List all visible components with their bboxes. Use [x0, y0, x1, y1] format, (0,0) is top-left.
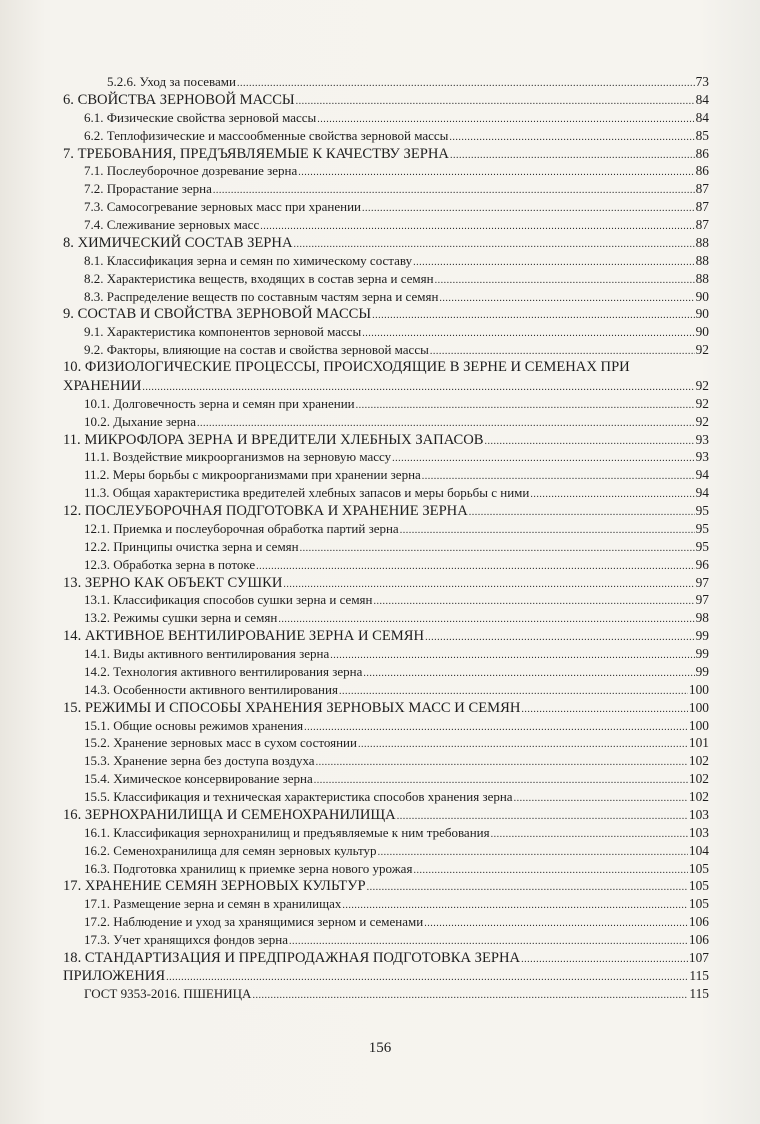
toc-entry-title: 15.2. Хранение зерновых масс в сухом состоянии: [84, 735, 357, 751]
toc-entry-page: 100: [688, 717, 709, 733]
toc-entry: [63, 109, 709, 127]
toc-entry-title: ХРАНЕНИИ: [63, 377, 142, 394]
dot-leader: [367, 879, 688, 897]
toc-entry: [63, 877, 709, 895]
toc-entry: [63, 985, 709, 1003]
toc-entry-page: 90: [695, 306, 709, 322]
toc-entry: [63, 895, 709, 913]
dot-leader: [237, 75, 695, 93]
toc-entry-page: 90: [695, 324, 709, 340]
toc-entry: [63, 627, 709, 645]
toc-entry: [63, 842, 709, 860]
toc-entry: [63, 591, 709, 609]
toc-entry-title: 7. ТРЕБОВАНИЯ, ПРЕДЪЯВЛЯЕМЫЕ К КАЧЕСТВУ ЗЕРНА: [63, 145, 449, 162]
toc-entry-page: 85: [695, 127, 709, 143]
toc-entry-title: 9.1. Характеристика компонентов зерновой массы: [84, 324, 362, 340]
toc-entry-page: 115: [689, 985, 709, 1001]
toc-entry-page: 105: [688, 896, 709, 912]
toc-entry: [63, 717, 709, 735]
toc-entry: [63, 270, 709, 288]
dot-leader: [289, 933, 688, 951]
toc-entry-title: 17.2. Наблюдение и уход за хранящимися зерном и семенами: [84, 914, 424, 930]
dot-leader: [252, 987, 688, 1005]
toc-entry-title: 10.2. Дыхание зерна: [84, 413, 197, 429]
toc-entry-page: 99: [695, 663, 709, 679]
toc-entry-title: 8. ХИМИЧЕСКИЙ СОСТАВ ЗЕРНА: [63, 234, 293, 251]
toc-entry-title: 5.2.6. Уход за посевами: [107, 74, 236, 89]
dot-leader: [296, 93, 695, 111]
dot-leader: [362, 200, 695, 218]
toc-entry-title: 10. ФИЗИОЛОГИЧЕСКИЕ ПРОЦЕССЫ, ПРОИСХОДЯЩИЕ В ЗЕРНЕ И СЕМЕНАХ ПРИ: [63, 359, 630, 375]
toc-entry: [63, 931, 709, 949]
toc-entry: [63, 288, 709, 306]
dot-leader: [256, 558, 694, 576]
dot-leader: [413, 862, 687, 880]
toc-entry: [63, 162, 709, 180]
toc-entry-title: 15.1. Общие основы режимов хранения: [84, 717, 304, 733]
toc-entry: [63, 252, 709, 270]
toc-entry-page: 97: [695, 592, 709, 608]
toc-entry-title: 13.1. Классификация способов сушки зерна и семян: [84, 592, 373, 608]
toc-entry-title: 17.3. Учет хранящихся фондов зерна: [84, 932, 289, 947]
toc-entry: [63, 323, 709, 341]
toc-entry-title: 15.3. Хранение зерна без доступа воздуха: [84, 753, 315, 769]
toc-entry: [63, 216, 709, 234]
toc-entry-title: 17.1. Размещение зерна и семян в хранилищах: [84, 896, 342, 912]
toc-entry-page: 94: [695, 467, 709, 483]
toc-entry-title: 11.2. Меры борьбы с микроорганизмами при хранении зерна: [84, 467, 421, 483]
toc-entry-title: 16. ЗЕРНОХРАНИЛИЩА И СЕМЕНОХРАНИЛИЩА: [63, 806, 396, 823]
toc-entry: [63, 466, 709, 484]
toc-entry: [63, 127, 709, 145]
dot-leader: [260, 218, 694, 236]
toc-entry-title: 10.1. Долговечность зерна и семян при хранении: [84, 395, 355, 411]
toc-entry: [63, 574, 709, 592]
dot-leader: [358, 736, 688, 754]
toc-entry-page: 87: [695, 199, 709, 215]
dot-leader: [378, 844, 688, 862]
toc-entry-title: 14.2. Технология активного вентилирования зерна: [84, 663, 363, 679]
toc-entry: [63, 788, 709, 806]
toc-entry-page: 92: [695, 395, 709, 411]
toc-entry-title: 17. ХРАНЕНИЕ СЕМЯН ЗЕРНОВЫХ КУЛЬТУР: [63, 878, 366, 895]
dot-leader: [363, 665, 694, 683]
toc-entry-page: 99: [695, 646, 709, 661]
dot-leader: [425, 629, 695, 647]
toc-entry-page: 93: [695, 431, 709, 447]
toc-entry-title: 18. СТАНДАРТИЗАЦИЯ И ПРЕДПРОДАЖНАЯ ПОДГОТОВКА ЗЕРНА: [63, 949, 521, 966]
toc-entry: [63, 448, 709, 466]
toc-entry: [63, 860, 709, 878]
toc-entry-page: 105: [688, 878, 709, 894]
toc-entry-page: 102: [688, 753, 709, 769]
toc-entry: [63, 359, 709, 377]
toc-entry: [63, 770, 709, 788]
toc-entry-title: 8.2. Характеристика веществ, входящих в состав зерна и семян: [84, 270, 434, 286]
toc-entry-page: 86: [695, 163, 709, 179]
toc-entry: [63, 145, 709, 163]
dot-leader: [521, 951, 688, 969]
toc-entry: [63, 377, 709, 395]
toc-entry: [63, 824, 709, 842]
toc-entry: [63, 91, 709, 109]
dot-leader: [424, 915, 688, 933]
toc-entry-title: 14.1. Виды активного вентилирования зерна: [84, 646, 330, 661]
toc-entry-page: 73: [695, 74, 709, 89]
dot-leader: [278, 611, 694, 629]
toc-entry: [63, 699, 709, 717]
dot-leader: [339, 683, 688, 701]
dot-leader: [300, 540, 695, 558]
toc-entry-page: 90: [695, 288, 709, 304]
toc-entry: [63, 520, 709, 538]
toc-entry: [63, 913, 709, 931]
toc-entry-title: 16.1. Классификация зернохранилищ и предъявляемые к ним требования: [84, 824, 490, 840]
toc-entry-page: 98: [695, 610, 709, 626]
toc-entry-title: 13. ЗЕРНО КАК ОБЪЕКТ СУШКИ: [63, 574, 283, 591]
toc-entry-page: 93: [695, 449, 709, 465]
toc-entry-page: 101: [688, 735, 709, 751]
toc-entry-title: 12. ПОСЛЕУБОРОЧНАЯ ПОДГОТОВКА И ХРАНЕНИЕ ЗЕРНА: [63, 503, 468, 519]
toc-entry: [63, 967, 709, 985]
toc-entry-title: 7.2. Прорастание зерна: [84, 181, 212, 197]
toc-entry-page: 88: [695, 252, 709, 268]
toc-entry: [63, 806, 709, 824]
toc-entry-title: 11.1. Воздействие микроорганизмов на зерновую массу: [84, 449, 392, 465]
toc-entry: [63, 341, 709, 359]
toc-entry-title: 12.3. Обработка зерна в потоке: [84, 556, 256, 572]
toc-entry-page: 92: [695, 377, 709, 393]
toc-entry-title: 12.1. Приемка и послеуборочная обработка партий зерна: [84, 520, 399, 536]
toc-entry-page: 86: [695, 145, 709, 161]
toc-entry-page: 100: [688, 699, 709, 715]
toc-entry-title: 7.3. Самосогревание зерновых масс при хранении: [84, 199, 361, 215]
toc-entry-page: 115: [689, 967, 709, 983]
toc-entry: [63, 949, 709, 967]
toc-entry-page: 92: [695, 413, 709, 429]
toc-entry-title: 16.3. Подготовка хранилищ к приемке зерна нового урожая: [84, 860, 413, 876]
table-of-contents: [63, 73, 709, 1003]
toc-entry-title: 16.2. Семенохранилища для семян зерновых культур: [84, 842, 377, 858]
toc-entry-title: 14.3. Особенности активного вентилирования: [84, 681, 338, 697]
dot-leader: [491, 826, 688, 844]
toc-entry-title: 11. МИКРОФЛОРА ЗЕРНА И ВРЕДИТЕЛИ ХЛЕБНЫХ ЗАПАСОВ: [63, 431, 484, 448]
toc-entry-page: 103: [688, 824, 709, 840]
dot-leader: [413, 254, 695, 272]
toc-entry-title: ПРИЛОЖЕНИЯ: [63, 967, 166, 984]
toc-entry-page: 87: [695, 181, 709, 197]
dot-leader: [392, 450, 695, 468]
toc-entry-page: 88: [695, 234, 709, 250]
toc-entry-page: 99: [695, 628, 709, 644]
toc-entry-page: 95: [695, 503, 709, 518]
toc-entry-page: 107: [688, 949, 709, 965]
dot-leader: [439, 290, 694, 308]
dot-leader: [435, 272, 695, 290]
toc-entry: [63, 198, 709, 216]
dot-leader: [530, 486, 694, 504]
toc-entry-title: 12.2. Принципы очистка зерна и семян: [84, 538, 299, 554]
toc-entry-title: 6.2. Теплофизические и массообменные свойства зерновой массы: [84, 127, 449, 143]
toc-entry-title: 13.2. Режимы сушки зерна и семян: [84, 610, 278, 626]
toc-entry-page: 88: [695, 270, 709, 286]
dot-leader: [374, 593, 695, 611]
dot-leader: [485, 433, 695, 451]
toc-entry-title: 6.1. Физические свойства зерновой массы: [84, 109, 317, 125]
toc-entry-page: 103: [688, 806, 709, 822]
toc-entry-title: 11.3. Общая характеристика вредителей хлебных запасов и меры борьбы с ними: [84, 485, 530, 501]
dot-leader: [372, 307, 694, 325]
toc-entry-title: ГОСТ 9353-2016. ПШЕНИЦА: [84, 985, 252, 1001]
dot-leader: [356, 397, 695, 415]
toc-entry-page: 106: [688, 932, 709, 947]
toc-entry-page: 102: [688, 771, 709, 787]
toc-entry-page: 95: [695, 520, 709, 536]
toc-entry: [63, 234, 709, 252]
toc-entry-page: 87: [695, 217, 709, 232]
toc-entry-page: 84: [695, 109, 709, 125]
toc-entry: [63, 645, 709, 663]
toc-entry-title: 15.4. Химическое консервирование зерна: [84, 771, 313, 787]
dot-leader: [316, 754, 688, 772]
toc-entry-title: 9. СОСТАВ И СВОЙСТВА ЗЕРНОВОЙ МАССЫ: [63, 306, 372, 323]
dot-leader: [450, 147, 695, 165]
toc-entry: [63, 73, 709, 91]
dot-leader: [400, 522, 695, 540]
toc-entry-page: 95: [695, 538, 709, 554]
toc-entry: [63, 413, 709, 431]
dot-leader: [449, 129, 694, 147]
toc-entry: [63, 734, 709, 752]
toc-entry: [63, 681, 709, 699]
toc-entry-title: 15.5. Классификация и техническая характеристика способов хранения зерна: [84, 789, 513, 804]
toc-entry-page: 97: [695, 574, 709, 590]
toc-entry: [63, 431, 709, 449]
dot-leader: [330, 647, 694, 665]
toc-entry: [63, 395, 709, 413]
toc-entry: [63, 609, 709, 627]
dot-leader: [514, 790, 688, 808]
page-number: 156: [368, 1040, 392, 1056]
dot-leader: [298, 164, 694, 182]
dot-leader: [304, 719, 688, 737]
toc-entry-page: 100: [688, 681, 709, 697]
toc-entry: [63, 752, 709, 770]
toc-entry-title: 14. АКТИВНОЕ ВЕНТИЛИРОВАНИЕ ЗЕРНА И СЕМЯН: [63, 628, 425, 645]
toc-entry-title: 8.3. Распределение веществ по составным частям зерна и семян: [84, 288, 439, 304]
toc-entry-title: 7.4. Слеживание зерновых масс: [84, 217, 260, 232]
toc-entry: [63, 484, 709, 502]
toc-entry: [63, 556, 709, 574]
toc-entry: [63, 305, 709, 323]
toc-entry: [63, 180, 709, 198]
toc-entry-page: 104: [688, 842, 709, 858]
toc-entry-title: 6. СВОЙСТВА ЗЕРНОВОЙ МАССЫ: [63, 91, 295, 108]
toc-entry: [63, 538, 709, 556]
toc-entry-title: 8.1. Классификация зерна и семян по химическому составу: [84, 252, 413, 268]
toc-entry-title: 15. РЕЖИМЫ И СПОСОБЫ ХРАНЕНИЯ ЗЕРНОВЫХ МАСС И СЕМЯН: [63, 699, 521, 716]
dot-leader: [469, 504, 695, 522]
toc-entry-page: 102: [688, 789, 709, 804]
toc-entry-page: 96: [695, 556, 709, 572]
toc-entry-page: 106: [688, 914, 709, 930]
dot-leader: [197, 415, 695, 433]
toc-entry: [63, 663, 709, 681]
toc-entry-page: 84: [695, 91, 709, 107]
toc-entry-page: 92: [695, 342, 709, 358]
toc-entry-title: 7.1. Послеуборочное дозревание зерна: [84, 163, 298, 179]
toc-entry-page: 94: [695, 485, 709, 501]
toc-entry-page: 105: [688, 860, 709, 876]
toc-entry-title: 9.2. Факторы, влияющие на состав и свойства зерновой массы: [84, 342, 429, 358]
dot-leader: [521, 701, 688, 719]
toc-entry: [63, 502, 709, 520]
